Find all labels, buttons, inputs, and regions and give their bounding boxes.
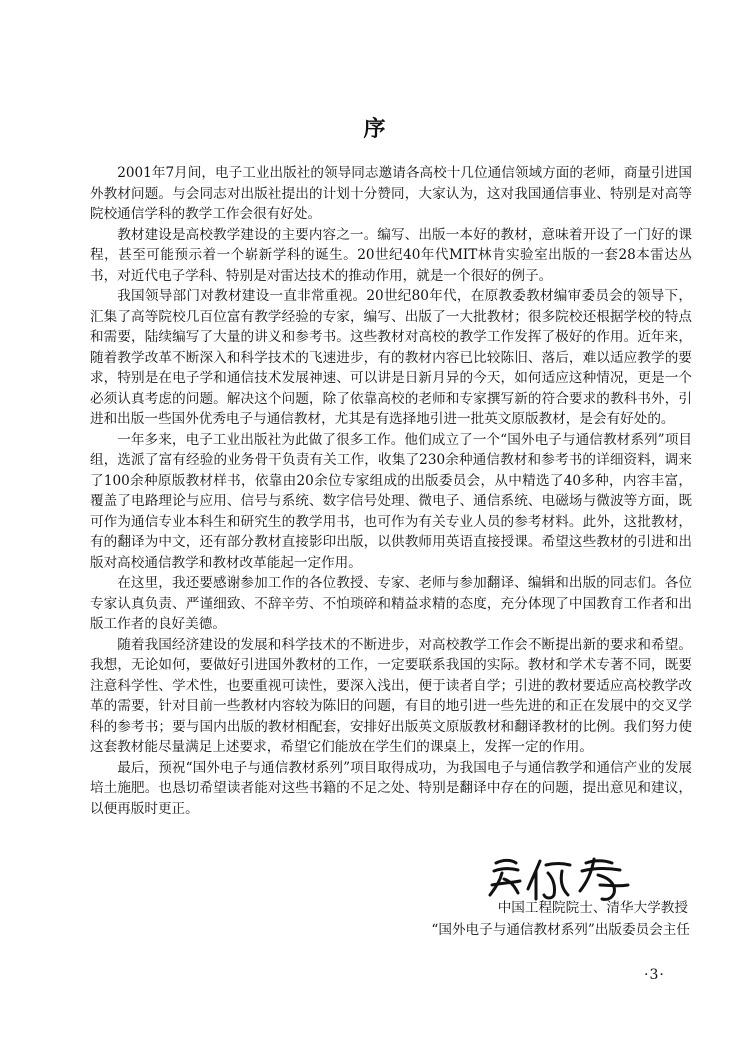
page-title: 序: [363, 117, 388, 142]
paragraph: 最后，预祝“国外电子与通信教材系列”项目取得成功，为我国电子与通信教学和通信产业的发展培土施肥。也恳切希望读者能对这些书籍的不足之处、特别是翻译中存在的问题，提出意见和建议，以便再版时更正。: [90, 759, 692, 817]
preface-body: [90, 163, 692, 819]
paragraph: 在这里，我还要感谢参加工作的各位教授、专家、老师与参加翻译、编辑和出版的同志们。各位专家认真负责、严谨细致、不辞辛劳、不怕琐碎和精益求精的态度，充分体现了中国教育工作者和出版工作者的良好美德。: [90, 575, 692, 632]
signature-block: [360, 855, 700, 955]
signer-affiliation: 中国工程院院士、清华大学教授: [497, 900, 688, 916]
paragraph: 2001年7月间，电子工业出版社的领导同志邀请各高校十几位通信领域方面的老师，商量引进国外教材问题。与会同志对出版社提出的计划十分赞同，大家认为，这对我国通信事业、特别是对高等院校通信学科的教学工作会很有好处。: [90, 165, 692, 222]
signer-title: “国外电子与通信教材系列”出版委员会主任: [431, 922, 690, 938]
page-number: ·3·: [644, 967, 665, 983]
paragraph: 教材建设是高校教学建设的主要内容之一。编写、出版一本好的教材，意味着开设了一门好的课程，甚至可能预示着一个崭新学科的诞生。20世纪40年代MIT林肯实验室出版的一套28本雷达丛书，对近代电子学科、特别是对雷达技术的推动作用，就是一个很好的例子。: [90, 226, 692, 284]
paragraph: 我国领导部门对教材建设一直非常重视。20世纪80年代，在原教委教材编审委员会的领导下，汇集了高等院校几百位富有教学经验的专家，编写、出版了一大批教材；很多院校还根据学校的特点和需要，陆续编写了大量的讲义和参考书。这些教材对高校的教学工作发挥了极好的作用。近年来，随着教学改革不断深入和科学技术的飞速进步，有的教材内容已比较陈旧、落后，难以适应教学的要求，特别是在电子学和通信技术发展神速、可以讲是日新月异的今天，如何适应这种情况，更是一个必须认真考虑的问题。解决这个问题，除了依靠高校的老师和专家撰写新的符合要求的教科书外，引进和出版一些国外优秀电子与通信教材，尤其是有选择地引进一批英文原版教材，是会有好处的。: [90, 288, 692, 427]
paragraph: 随着我国经济建设的发展和科学技术的不断进步，对高校教学工作会不断提出新的要求和希望。我想，无论如何，要做好引进国外教材的工作，一定要联系我国的实际。教材和学术专著不同，既要注意科学性、学术性，也要重视可读性，要深入浅出，便于读者自学；引进的教材要适应高校教学改革的需要，针对目前一些教材内容较为陈旧的问题，有目的地引进一些先进的和正在发展中的交叉学科的参考书；要与国内出版的教材相配套，安排好出版英文原版教材和翻译教材的比例。我们努力使这套教材能尽量满足上述要求，希望它们能放在学生们的课桌上，发挥一定的作用。: [90, 636, 692, 755]
paragraph: 一年多来，电子工业出版社为此做了很多工作。他们成立了一个“国外电子与通信教材系列”项目组，选派了富有经验的业务骨干负责有关工作，收集了230余种通信教材和参考书的详细资料，调来了100余种原版教材样书，依靠由20余位专家组成的出版委员会，从中精选了40多种，内容丰富，覆盖了电路理论与应用、信号与系统、数字信号处理、微电子、通信系统、电磁场与微波等方面，既可作为通信专业本科生和研究生的教学用书，也可作为有关专业人员的参考材料。此外，这批教材，有的翻译为中文，还有部分教材直接影印出版，以供教师用英语直接授课。希望这些教材的引进和出版对高校通信教学和教材改革能起一定作用。: [90, 431, 692, 571]
